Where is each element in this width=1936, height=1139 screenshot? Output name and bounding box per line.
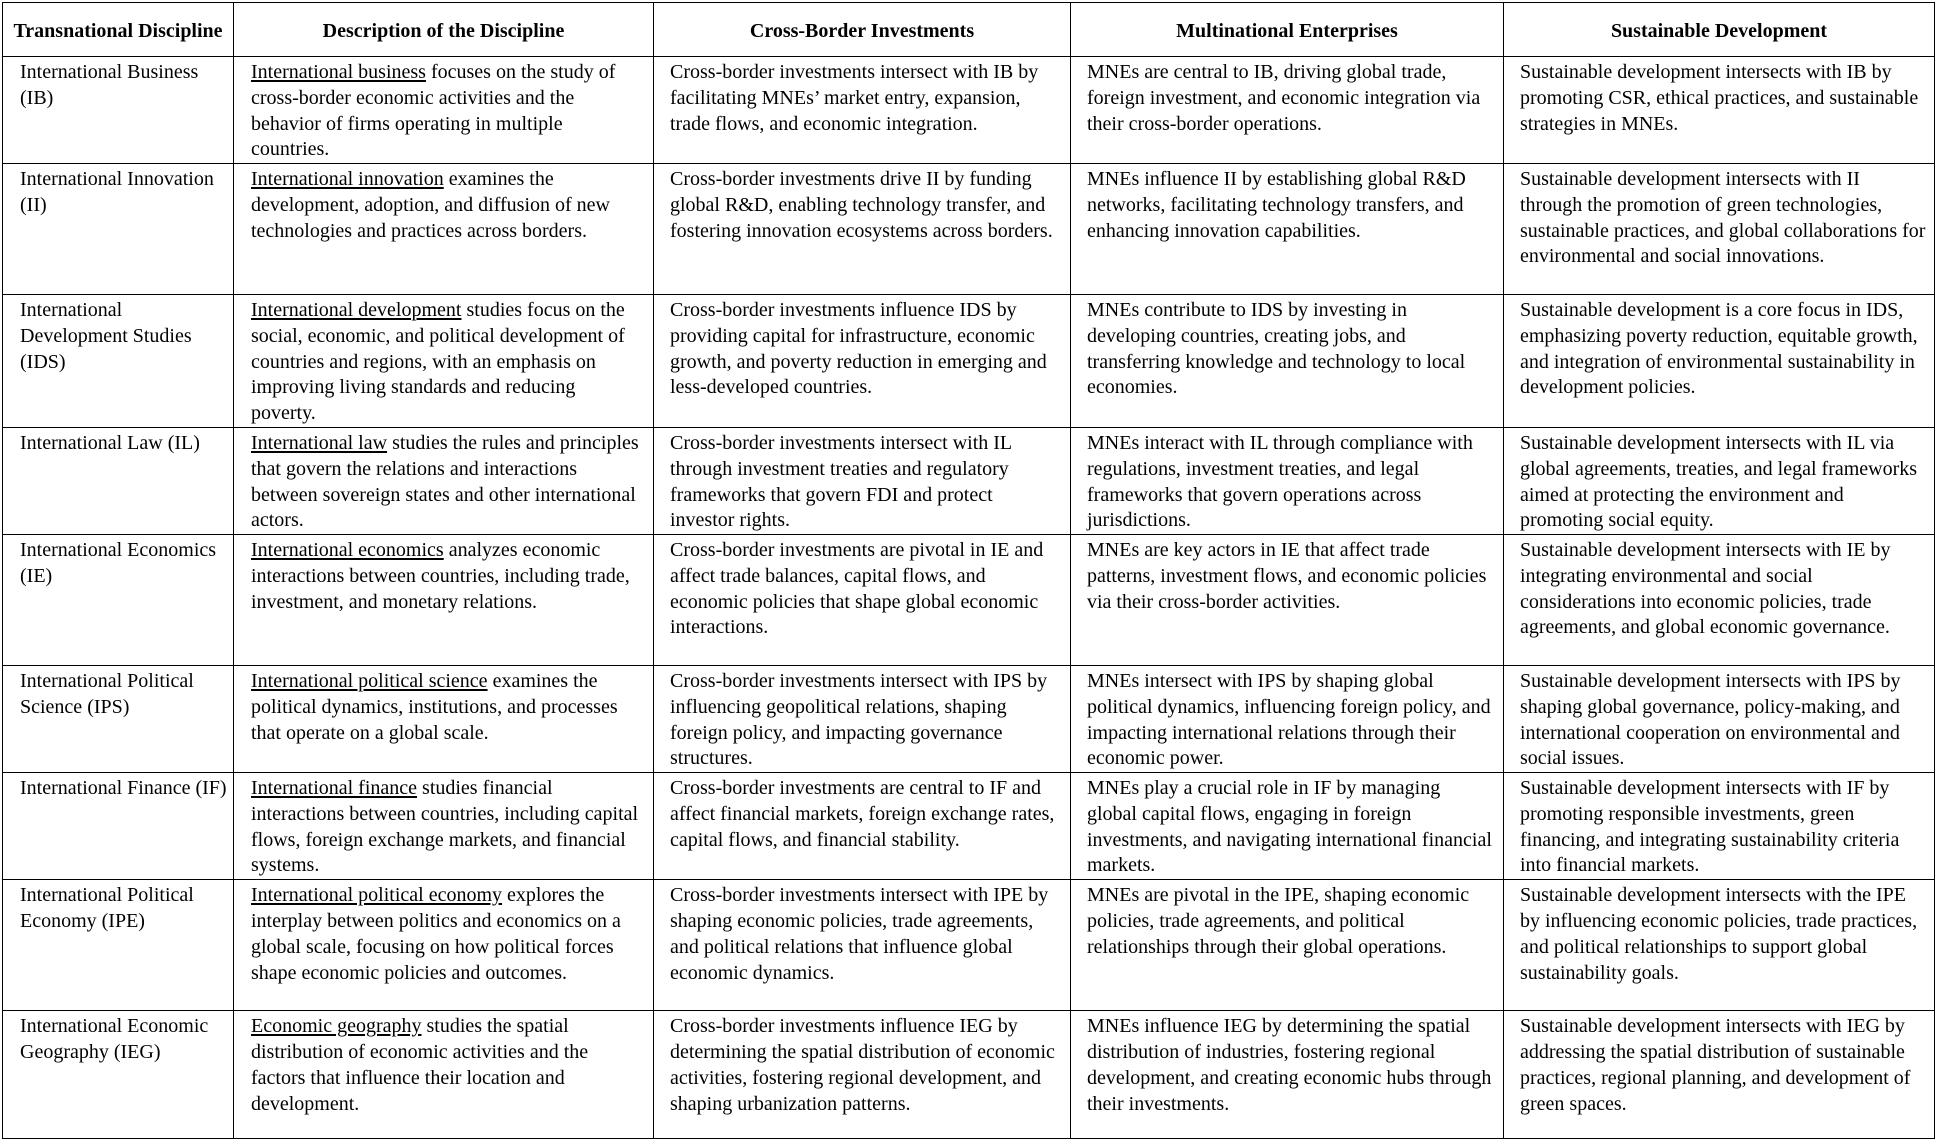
header-mne-label: Multinational Enterprises: [1176, 19, 1398, 42]
discipline-term: International law: [251, 431, 388, 454]
description-text: [234, 164, 653, 244]
cross-border-cell: [654, 1011, 1071, 1139]
discipline-name: International Political Economy (IPE): [20, 884, 194, 932]
discipline-name: International Development Studies (IDS): [20, 299, 192, 373]
mne-text: MNEs influence IEG by determining the spatial distribution of industries, fostering regional development, and creating economic hubs through their investments.: [1087, 1015, 1492, 1115]
discipline-cell: [3, 164, 234, 295]
table-row: [3, 665, 1935, 772]
cross-border-text: Cross-border investments intersect with IB by facilitating MNEs’ market entry, expansion, trade flows, and economic integration.: [670, 61, 1039, 135]
mne-cell: [1071, 57, 1504, 164]
description-rest: studies focus on the social, economic, and political development of countries and regions, with an emphasis on improving living standards and reducing poverty.: [251, 299, 625, 425]
cross-border-text: Cross-border investments influence IDS by providing capital for infrastructure, economic growth, and poverty reduction in emerging and less-developed countries.: [670, 299, 1047, 399]
description-rest: studies the rules and principles that govern the relations and interactions between sovereign states and other international actors.: [251, 431, 639, 532]
description-cell: [234, 57, 654, 164]
discipline-cell: [3, 1011, 234, 1139]
description-text: [234, 57, 653, 163]
description-rest: focuses on the study of cross-border economic activities and the behavior of firms operating in multiple countries.: [251, 61, 616, 161]
discipline-name: International Political Science (IPS): [20, 669, 194, 718]
mne-text: MNEs influence II by establishing global R&D networks, facilitating technology transfers, and enhancing innovation capabilities.: [1087, 168, 1466, 242]
discipline-cell: [3, 880, 234, 1011]
header-discipline: [3, 3, 234, 57]
description-rest: examines the development, adoption, and diffusion of new technologies and practices across borders.: [251, 168, 611, 242]
table-header-row: [3, 3, 1935, 57]
cross-border-cell: [654, 427, 1071, 534]
cross-border-text: Cross-border investments intersect with IPE by shaping economic policies, trade agreements, and political relations that influence global economic dynamics.: [670, 884, 1049, 984]
description-rest: examines the political dynamics, institutions, and processes that operate on a global scale.: [251, 669, 618, 744]
mne-cell: [1071, 534, 1504, 665]
description-text: [234, 1011, 653, 1117]
discipline-term: International economics: [251, 538, 444, 561]
cross-border-cell: [654, 164, 1071, 295]
sustainable-text: Sustainable development intersects with the IPE by influencing economic policies, trade practices, and political relationships to support global sustainability goals.: [1520, 884, 1918, 984]
mne-text: MNEs play a crucial role in IF by managing global capital flows, engaging in foreign investments, and navigating international financial markets.: [1087, 776, 1492, 877]
mne-cell: [1071, 295, 1504, 428]
discipline-name: International Economic Geography (IEG): [20, 1015, 209, 1063]
sustainable-text: Sustainable development intersects with IPS by shaping global governance, policy-making, and international cooperation on environmental and social issues.: [1520, 669, 1901, 770]
discipline-term: International business: [251, 61, 426, 83]
description-text: [234, 428, 653, 534]
header-mne: [1071, 3, 1504, 57]
description-rest: analyzes economic interactions between countries, including trade, investment, and monetary relations.: [251, 538, 630, 613]
table-row: [3, 164, 1935, 295]
header-cross-border: [654, 3, 1071, 57]
description-rest: studies the spatial distribution of economic activities and the factors that influence their location and development.: [251, 1015, 589, 1115]
mne-text: MNEs interact with IL through compliance with regulations, investment treaties, and legal frameworks that govern operations across jurisdictions.: [1087, 431, 1473, 532]
description-cell: [234, 164, 654, 295]
mne-text: MNEs are key actors in IE that affect trade patterns, investment flows, and economic policies via their cross-border activities.: [1087, 538, 1487, 613]
mne-text: MNEs are central to IB, driving global trade, foreign investment, and economic integration via their cross-border operations.: [1087, 61, 1481, 135]
sustainable-cell: [1504, 1011, 1935, 1139]
header-sustainable: [1504, 3, 1935, 57]
description-cell: [234, 534, 654, 665]
description-rest: explores the interplay between politics and economics on a global scale, focusing on how political forces shape economic policies and outcomes.: [251, 884, 621, 984]
discipline-term: International development: [251, 299, 462, 321]
discipline-term: International finance: [251, 776, 418, 799]
description-text: [234, 666, 653, 746]
description-cell: [234, 295, 654, 428]
description-cell: [234, 880, 654, 1011]
mne-cell: [1071, 665, 1504, 772]
description-cell: [234, 665, 654, 772]
sustainable-text: Sustainable development intersects with IE by integrating environmental and social considerations into economic policies, trade agreements, and global economic governance.: [1520, 538, 1891, 639]
sustainable-cell: [1504, 665, 1935, 772]
table-row: [3, 295, 1935, 428]
sustainable-cell: [1504, 534, 1935, 665]
discipline-term: International political science: [251, 669, 488, 692]
table-row: [3, 880, 1935, 1011]
sustainable-text: Sustainable development intersects with IB by promoting CSR, ethical practices, and sustainable strategies in MNEs.: [1520, 61, 1919, 135]
cross-border-cell: [654, 534, 1071, 665]
discipline-term: International political economy: [251, 884, 503, 907]
discipline-name: International Economics (IE): [20, 538, 217, 587]
description-cell: [234, 427, 654, 534]
header-description: [234, 3, 654, 57]
discipline-cell: [3, 665, 234, 772]
table-row: [3, 534, 1935, 665]
cross-border-text: Cross-border investments intersect with IL through investment treaties and regulatory frameworks that govern FDI and protect investor rights.: [670, 431, 1012, 532]
discipline-cell: [3, 295, 234, 428]
sustainable-cell: [1504, 57, 1935, 164]
cross-border-cell: [654, 665, 1071, 772]
description-text: [234, 535, 653, 615]
mne-text: MNEs are pivotal in the IPE, shaping economic policies, trade agreements, and political relationships through their global operations.: [1087, 884, 1470, 958]
mne-cell: [1071, 880, 1504, 1011]
cross-border-cell: [654, 57, 1071, 164]
sustainable-cell: [1504, 772, 1935, 879]
disciplines-table: [2, 2, 1935, 1139]
sustainable-text: Sustainable development intersects with IL via global agreements, treaties, and legal frameworks aimed at protecting the environment and promoting social equity.: [1520, 431, 1918, 532]
header-cross-border-label: Cross-Border Investments: [749, 19, 975, 42]
table-row: [3, 772, 1935, 879]
description-cell: [234, 1011, 654, 1139]
header-discipline-label: Transnational Discipline: [13, 19, 223, 42]
description-cell: [234, 772, 654, 879]
sustainable-cell: [1504, 427, 1935, 534]
discipline-name: International Law (IL): [20, 431, 200, 454]
discipline-cell: [3, 57, 234, 164]
discipline-term: International innovation: [251, 168, 444, 190]
sustainable-text: Sustainable development intersects with II through the promotion of green technologies, sustainable practices, and global collaborations for environmental and social innovations.: [1520, 168, 1926, 268]
sustainable-cell: [1504, 295, 1935, 428]
cross-border-cell: [654, 880, 1071, 1011]
description-text: [234, 295, 653, 427]
discipline-cell: [3, 427, 234, 534]
mne-cell: [1071, 1011, 1504, 1139]
mne-cell: [1071, 164, 1504, 295]
sustainable-text: Sustainable development intersects with IF by promoting responsible investments, green financing, and integrating sustainability criteria into financial markets.: [1520, 776, 1900, 877]
sustainable-cell: [1504, 880, 1935, 1011]
sustainable-text: Sustainable development intersects with IEG by addressing the spatial distribution of sustainable practices, regional planning, and development of green spaces.: [1520, 1015, 1911, 1115]
description-text: [234, 773, 653, 879]
discipline-term: Economic geography: [251, 1015, 422, 1038]
sustainable-text: Sustainable development is a core focus in IDS, emphasizing poverty reduction, equitable growth, and integration of environmental sustainability in development policies.: [1520, 299, 1918, 399]
cross-border-text: Cross-border investments are central to IF and affect financial markets, foreign exchange rates, capital flows, and financial stability.: [670, 776, 1055, 851]
mne-text: MNEs contribute to IDS by investing in developing countries, creating jobs, and transferring knowledge and technology to local economies.: [1087, 299, 1466, 399]
table-row: [3, 427, 1935, 534]
cross-border-text: Cross-border investments intersect with IPS by influencing geopolitical relations, shaping foreign policy, and impacting governance structures.: [670, 669, 1048, 770]
header-sustainable-label: Sustainable Development: [1610, 19, 1828, 42]
description-text: [234, 880, 653, 986]
table-row: [3, 57, 1935, 164]
mne-cell: [1071, 772, 1504, 879]
cross-border-text: Cross-border investments are pivotal in IE and affect trade balances, capital flows, and economic policies that shape global economic interactions.: [670, 538, 1044, 639]
discipline-cell: [3, 534, 234, 665]
cross-border-text: Cross-border investments influence IEG by determining the spatial distribution of economic activities, fostering regional development, and shaping urbanization patterns.: [670, 1015, 1055, 1115]
discipline-name: International Innovation (II): [20, 168, 214, 216]
mne-cell: [1071, 427, 1504, 534]
mne-text: MNEs intersect with IPS by shaping global political dynamics, influencing foreign policy, and impacting international relations through their economic power.: [1087, 669, 1491, 770]
description-rest: studies financial interactions between countries, including capital flows, foreign exchange markets, and financial systems.: [251, 776, 639, 877]
discipline-name: International Business (IB): [20, 61, 199, 109]
cross-border-cell: [654, 295, 1071, 428]
table-row: [3, 1011, 1935, 1139]
cross-border-cell: [654, 772, 1071, 879]
header-description-label: Description of the Discipline: [322, 19, 565, 42]
cross-border-text: Cross-border investments drive II by funding global R&D, enabling technology transfer, and fostering innovation ecosystems across borders.: [670, 168, 1053, 242]
discipline-name: International Finance (IF): [20, 776, 227, 799]
sustainable-cell: [1504, 164, 1935, 295]
discipline-cell: [3, 772, 234, 879]
